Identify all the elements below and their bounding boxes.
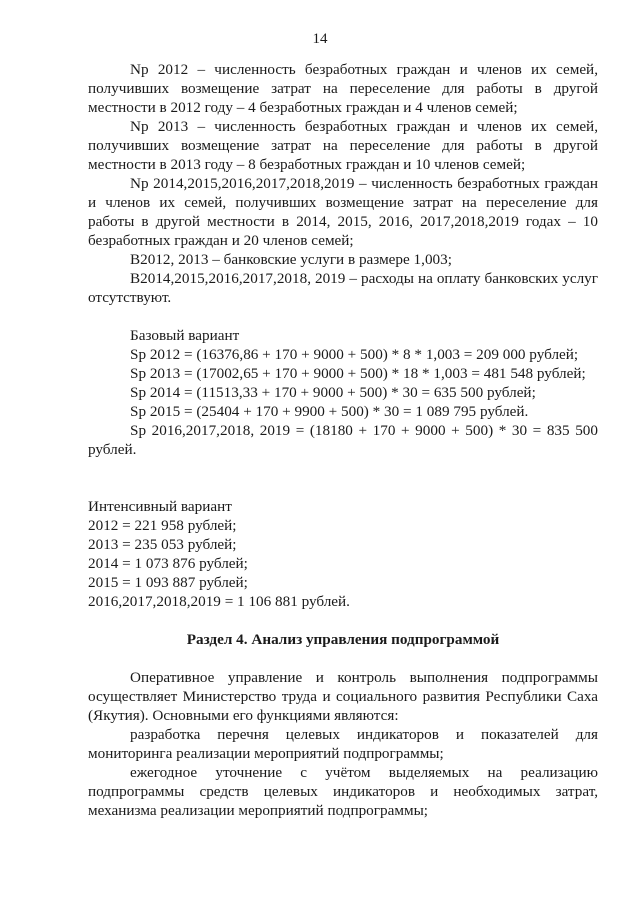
calc-line-sp-2015: Sp 2015 = (25404 + 170 + 9900 + 500) * 30 = 1 089 795 рублей. <box>130 403 529 420</box>
section-4-paragraph-indicators: разработка перечня целевых индикаторов и показателей для мониторинга реализации мероприятий подпрограммы; <box>88 726 598 762</box>
intensive-variant-heading: Интенсивный вариант <box>88 498 232 515</box>
section-4-paragraph-management: Оперативное управление и контроль выполнения подпрограммы осуществляет Министерство труда и социального развития Республики Саха (Якутия). Основными его функциями являются: <box>88 669 598 724</box>
spacer <box>88 459 598 497</box>
calc-line-sp-2014: Sp 2014 = (11513,33 + 170 + 9000 + 500) * 30 = 635 500 рублей; <box>130 384 536 401</box>
base-variant-heading: Базовый вариант <box>130 327 240 344</box>
paragraph-np-2012: Np 2012 – численность безработных граждан и членов их семей, получивших возмещение затрат на переселение для работы в другой местности в 2012 году – 4 безработных граждан и 4 членов семей; <box>88 61 598 116</box>
intensive-line-2014: 2014 = 1 073 876 рублей; <box>88 555 248 572</box>
intensive-line-2016-2019: 2016,2017,2018,2019 = 1 106 881 рублей. <box>88 593 350 610</box>
intensive-line-2015: 2015 = 1 093 887 рублей; <box>88 574 248 591</box>
page-number: 14 <box>312 31 328 47</box>
paragraph-b-2012-2013: B2012, 2013 – банковские услуги в размере 1,003; <box>130 251 452 268</box>
section-4-title: Раздел 4. Анализ управления подпрограммой <box>186 631 500 648</box>
paragraph-np-2014-2019: Np 2014,2015,2016,2017,2018,2019 – численность безработных граждан и членов их семей, получивших возмещение затрат на переселение для работы в другой местности в 2014, 2015, 2016, 2017,2018,2019 годах – 10 безработных граждан и 20 членов семей; <box>88 175 598 249</box>
calc-line-sp-2012: Sp 2012 = (16376,86 + 170 + 9000 + 500) * 8 * 1,003 = 209 000 рублей; <box>130 346 579 363</box>
spacer <box>88 307 598 326</box>
document-body <box>88 60 598 820</box>
intensive-line-2013: 2013 = 235 053 рублей; <box>88 536 237 553</box>
intensive-line-2012: 2012 = 221 958 рублей; <box>88 517 237 534</box>
calc-line-sp-2013: Sp 2013 = (17002,65 + 170 + 9000 + 500) * 18 * 1,003 = 481 548 рублей; <box>130 365 586 382</box>
spacer <box>88 611 598 630</box>
spacer <box>88 649 598 668</box>
section-4-paragraph-annual-update: ежегодное уточнение с учётом выделяемых на реализацию подпрограммы средств целевых индикаторов и необходимых затрат, механизма реализации мероприятий подпрограммы; <box>88 764 598 819</box>
calc-line-sp-2016-2019: Sp 2016,2017,2018, 2019 = (18180 + 170 + 9000 + 500) * 30 = 835 500 рублей. <box>88 422 598 458</box>
paragraph-np-2013: Np 2013 – численность безработных граждан и членов их семей, получивших возмещение затрат на переселение для работы в другой местности в 2013 году – 8 безработных граждан и 10 членов семей; <box>88 118 598 173</box>
paragraph-b-2014-2019: B2014,2015,2016,2017,2018, 2019 – расходы на оплату банковских услуг отсутствуют. <box>88 270 598 306</box>
